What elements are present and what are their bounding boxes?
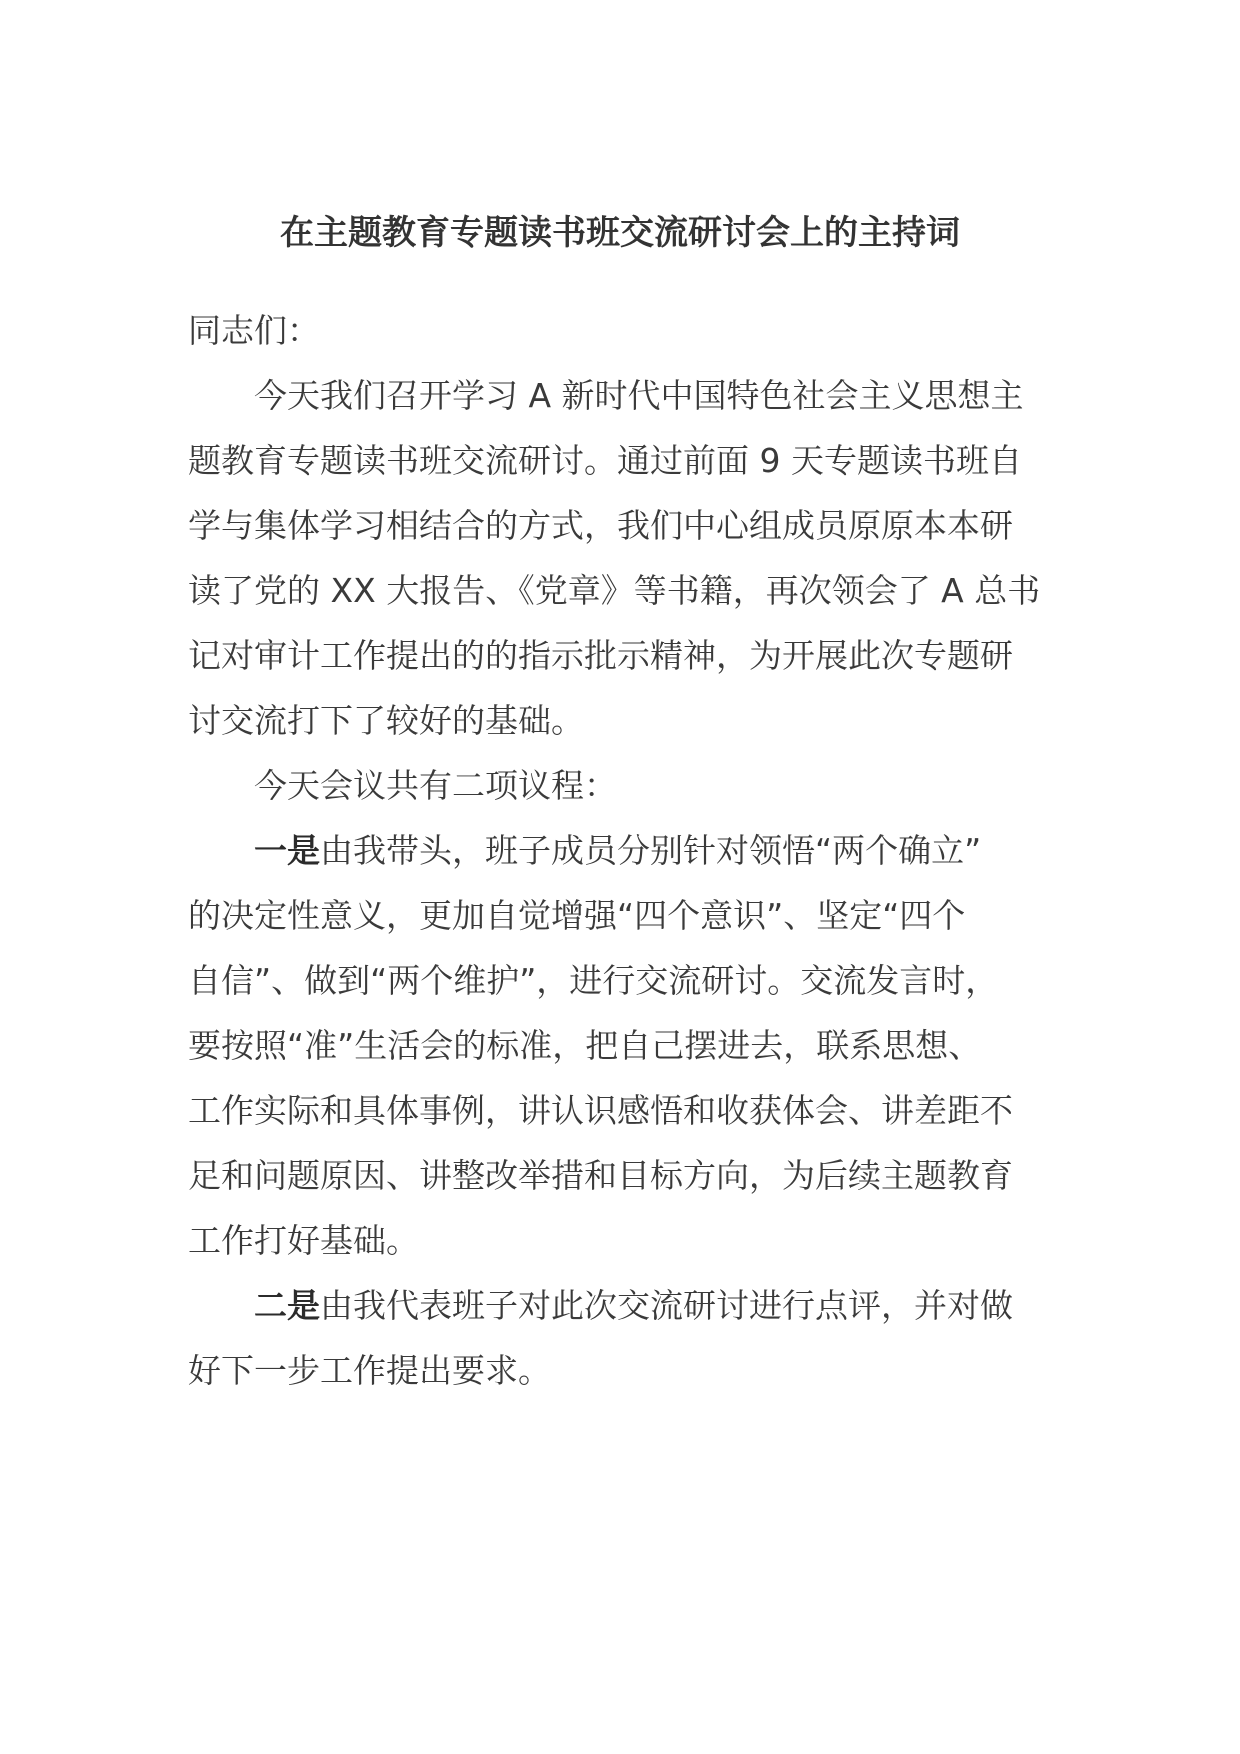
paragraph-line: 学与集体学习相结合的方式，我们中心组成员原原本本研 (188, 506, 1013, 545)
paragraph-line: 好下一步工作提出要求。 (188, 1351, 551, 1390)
document-title: 在主题教育专题读书班交流研讨会上的主持词 (280, 213, 960, 253)
paragraph-line: 工作实际和具体事例，讲认识感悟和收获体会、讲差距不 (188, 1091, 1013, 1130)
agenda-item-lead: 二是 (254, 1286, 320, 1325)
greeting: 同志们： (188, 311, 320, 350)
agenda-item-lead: 一是 (254, 831, 320, 870)
paragraph-line: 自信”、做到“两个维护”，进行交流研讨。交流发言时， (188, 961, 999, 1000)
paragraph-agenda-intro (188, 753, 1068, 818)
paragraph-line: 的决定性意义，更加自觉增强“四个意识”、坚定“四个 (188, 896, 966, 935)
paragraph-line: 今天会议共有二项议程： (254, 766, 617, 805)
paragraph-line: 读了党的 XX 大报告、《党章》等书籍，再次领会了 A 总书 (188, 571, 1041, 610)
paragraph-line: 今天我们召开学习 A 新时代中国特色社会主义思想主 (254, 376, 1024, 415)
paragraph-line: 要按照“准”生活会的标准，把自己摆进去，联系思想、 (188, 1026, 982, 1065)
agenda-item-text: 由我代表班子对此次交流研讨进行点评，并对做 (320, 1286, 1013, 1325)
agenda-item-2 (188, 1273, 1068, 1403)
agenda-item-first-line (188, 1273, 1068, 1338)
paragraph-line: 记对审计工作提出的的指示批示精神，为开展此次专题研 (188, 636, 1013, 675)
agenda-item-1 (188, 818, 1068, 1273)
paragraph-line: 足和问题原因、讲整改举措和目标方向，为后续主题教育 (188, 1156, 1013, 1195)
paragraph-line: 讨交流打下了较好的基础。 (188, 701, 584, 740)
paragraph-line: 工作打好基础。 (188, 1221, 419, 1260)
paragraph-line: 题教育专题读书班交流研讨。通过前面 9 天专题读书班自 (188, 441, 1022, 480)
agenda-item-text: 由我带头，班子成员分别针对领悟“两个确立” (320, 831, 982, 870)
agenda-item-first-line (188, 818, 1068, 883)
document-body (188, 298, 1068, 1403)
paragraph-intro (188, 363, 1068, 753)
